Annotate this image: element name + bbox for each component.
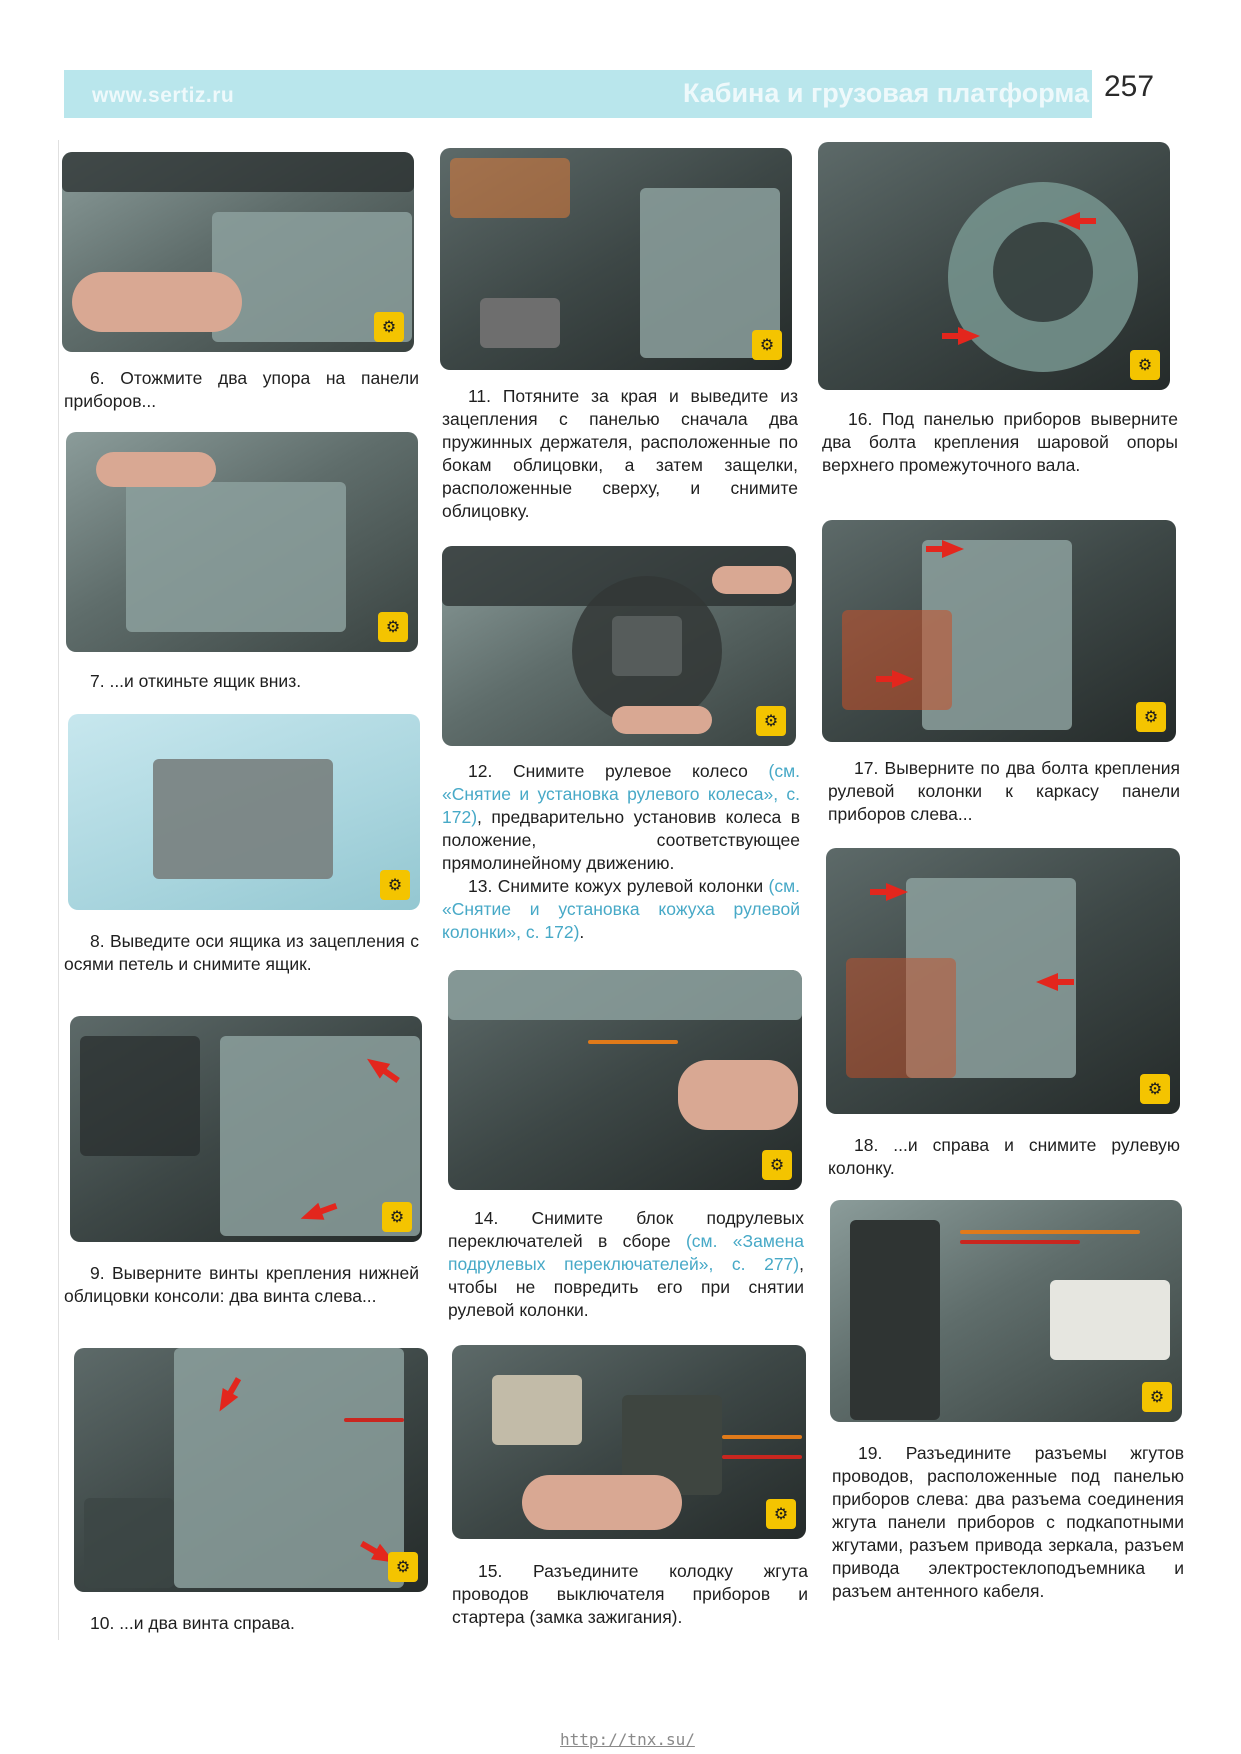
difficulty-badge-icon: ⚙	[756, 706, 786, 736]
difficulty-badge-icon: ⚙	[382, 1202, 412, 1232]
difficulty-badge-icon: ⚙	[1136, 702, 1166, 732]
caption-7: 7. ...и откиньте ящик вниз.	[90, 671, 302, 691]
margin-rule	[58, 140, 59, 1640]
pointer-arrow-icon	[886, 883, 908, 901]
pointer-arrow-icon	[892, 670, 914, 688]
caption-19: 19. Разъедините разъемы жгутов проводов, расположенные под панелью приборов слева: два разъема соединения жгута панели приборов с подкапотными жгутами, разъем привода зеркала, разъем привода электростеклоподъемника и разъем антенного кабеля.	[832, 1443, 1184, 1601]
photo-12	[442, 546, 796, 746]
pointer-arrow-icon	[1058, 212, 1080, 230]
photo-14	[448, 970, 802, 1190]
photo-9	[70, 1016, 422, 1242]
difficulty-badge-icon: ⚙	[766, 1499, 796, 1529]
caption-12-13: 12. Снимите рулевое колесо (см. «Снятие и установка рулевого колеса», с. 172), предварительно установив колеса в положение, соответствующее прямолинейному движению. 13. Снимите кожух рулевой колонки (см. «Снятие и установка кожуха рулевой колонки», с. 172).	[442, 761, 800, 942]
caption-10: 10. ...и два винта справа.	[90, 1613, 295, 1633]
photo-16	[818, 142, 1170, 390]
photo-17	[822, 520, 1176, 742]
site-watermark: www.sertiz.ru	[92, 84, 235, 107]
section-title: Кабина и грузовая платформа	[682, 78, 1089, 108]
caption-16: 16. Под панелью приборов выверните два болта крепления шаровой опоры верхнего промежуточного вала.	[822, 409, 1178, 475]
caption-8: 8. Выведите оси ящика из зацепления с осями петель и снимите ящик.	[64, 931, 419, 974]
caption-14: 14. Снимите блок подрулевых переключателей в сборе (см. «Замена подрулевых переключателей», с. 277), чтобы не повредить его при снятии рулевой колонки.	[448, 1208, 804, 1320]
caption-11: 11. Потяните за края и выведите из зацепления с панелью сначала два пружинных держателя, расположенные по бокам облицовки, а затем защелки, расположенные сверху, и снимите облицовку.	[442, 386, 798, 521]
cross-reference-link[interactable]: (см. «Снятие и установка кожуха рулевой колонки», с. 172)	[442, 876, 800, 942]
caption-17: 17. Выверните по два болта крепления рулевой колонки к каркасу панели приборов слева...	[828, 758, 1180, 824]
pointer-arrow-icon	[1036, 973, 1058, 991]
caption-15: 15. Разъедините колодку жгута проводов выключателя приборов и стартера (замка зажигания).	[452, 1561, 808, 1627]
pointer-arrow-icon	[958, 327, 980, 345]
photo-6	[62, 152, 414, 352]
pointer-arrow-icon	[942, 540, 964, 558]
difficulty-badge-icon: ⚙	[752, 330, 782, 360]
photo-10	[74, 1348, 428, 1592]
photo-7	[66, 432, 418, 652]
photo-11	[440, 148, 792, 370]
difficulty-badge-icon: ⚙	[1140, 1074, 1170, 1104]
photo-8	[68, 714, 420, 910]
difficulty-badge-icon: ⚙	[380, 870, 410, 900]
photo-19	[830, 1200, 1182, 1422]
photo-15	[452, 1345, 806, 1539]
difficulty-badge-icon: ⚙	[388, 1552, 418, 1582]
caption-18: 18. ...и справа и снимите рулевую колонку.	[828, 1135, 1180, 1178]
footer-url[interactable]: http://tnx.su/	[560, 1730, 695, 1749]
page-number: 257	[1104, 70, 1155, 103]
difficulty-badge-icon: ⚙	[1130, 350, 1160, 380]
caption-6: 6. Отожмите два упора на панели приборов...	[64, 368, 419, 411]
photo-18	[826, 848, 1180, 1114]
cross-reference-link[interactable]: (см. «Замена подрулевых переключателей», с. 277)	[448, 1231, 804, 1274]
difficulty-badge-icon: ⚙	[1142, 1382, 1172, 1412]
cross-reference-link[interactable]: (см. «Снятие и установка рулевого колеса», с. 172)	[442, 761, 800, 827]
difficulty-badge-icon: ⚙	[374, 312, 404, 342]
difficulty-badge-icon: ⚙	[762, 1150, 792, 1180]
difficulty-badge-icon: ⚙	[378, 612, 408, 642]
caption-9: 9. Выверните винты крепления нижней облицовки консоли: два винта слева...	[64, 1263, 419, 1306]
